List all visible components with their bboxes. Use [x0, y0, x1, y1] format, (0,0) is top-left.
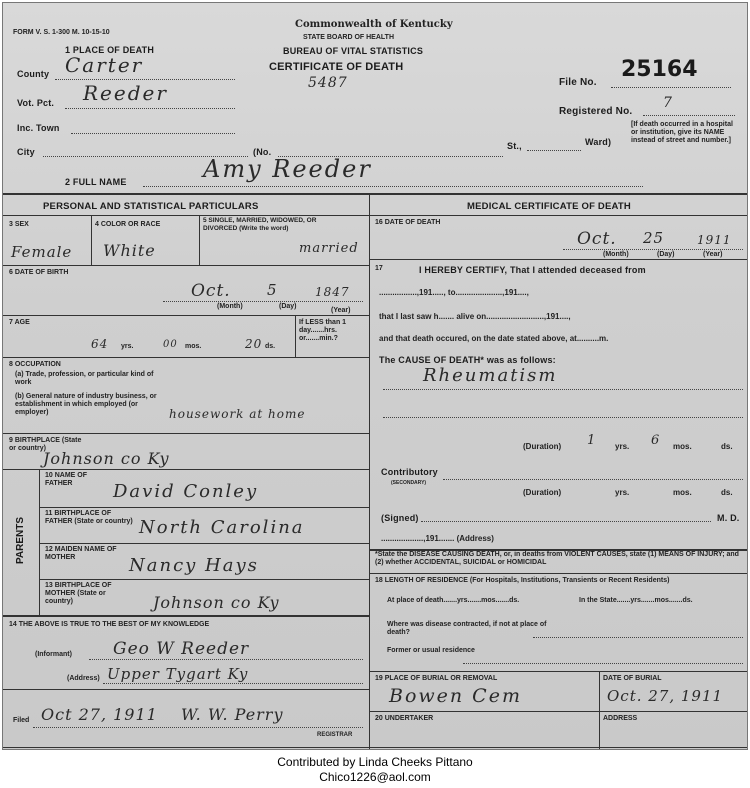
undertaker-address-label: ADDRESS	[603, 715, 638, 722]
certificate-title: CERTIFICATE OF DEATH	[269, 61, 404, 73]
age-months: 00	[163, 339, 178, 350]
bureau-title: BUREAU OF VITAL STATISTICS	[283, 46, 424, 56]
cause-value: Rheumatism	[423, 365, 558, 386]
occupation-label: 8 OCCUPATION	[9, 361, 61, 368]
dob-year-caption: (Year)	[331, 307, 351, 314]
city-label: City	[17, 147, 35, 157]
certify-text: I HEREBY CERTIFY, That I attended deceased from	[419, 265, 646, 275]
dob-year: 1847	[315, 285, 350, 299]
state-disease-note: *State the DISEASE CAUSING DEATH, or, in deaths from VIOLENT CAUSES, state (1) MEANS OF INJURY; and (2) whether ACCIDENTAL, SUICIDAL or HOMICIDAL	[375, 551, 739, 566]
at-place-of-death: At place of death.......yrs.......mos.......ds.	[387, 597, 520, 604]
certify-line-3: and that death occured, on the date stated above, at..........m.	[379, 334, 609, 343]
marital-value: married	[299, 241, 359, 256]
burial-date-value: Oct. 27, 1911	[607, 687, 724, 705]
burial-place-label: 19 PLACE OF BURIAL OR REMOVAL	[375, 675, 498, 682]
mother-name-label: 12 MAIDEN NAME OF MOTHER	[45, 546, 117, 561]
contrib-mos-caption: mos.	[673, 488, 692, 497]
age-mos-caption: mos.	[185, 343, 202, 350]
file-number: 25164	[621, 57, 698, 82]
vot-label: Vot. Pct.	[17, 98, 55, 108]
date-of-death-label: 16 DATE OF DEATH	[375, 219, 441, 226]
informant-address: Upper Tygart Ky	[107, 665, 249, 683]
dod-day-caption: (Day)	[657, 251, 675, 258]
mother-birthplace-value: Johnson co Ky	[153, 593, 280, 612]
full-name-value: Amy Reeder	[203, 155, 372, 183]
certify-number: 17	[375, 265, 383, 272]
mother-birthplace-label: 13 BIRTHPLACE OF MOTHER (State or country)	[45, 582, 112, 605]
filed-date: Oct 27, 1911	[41, 705, 158, 724]
certify-line-2: that I last saw h....... alive on..........................,191....,	[379, 312, 571, 321]
parents-label: PARENTS	[15, 516, 27, 565]
dob-month: Oct.	[191, 281, 231, 301]
duration-years: 1	[587, 433, 597, 448]
md-label: M. D.	[717, 513, 740, 523]
registrar-caption: REGISTRAR	[317, 732, 353, 738]
color-value: White	[103, 241, 156, 260]
burial-place-value: Bowen Cem	[389, 685, 522, 707]
age-yrs-caption: yrs.	[121, 343, 134, 350]
sex-label: 3 SEX	[9, 221, 29, 228]
occupation-b: (b) General nature of industry business, or establishment in which employed (or employer)	[15, 393, 157, 416]
disease-contracted: Where was disease contracted, if not at place of death?	[387, 621, 547, 636]
age-years: 64	[91, 337, 109, 351]
duration-months: 6	[651, 433, 661, 448]
place-of-death-heading: 1 PLACE OF DEATH	[65, 45, 155, 55]
age-days: 20	[245, 337, 263, 351]
registered-label: Registered No.	[559, 106, 633, 117]
file-label: File No.	[559, 77, 597, 88]
father-name-value: David Conley	[113, 481, 259, 502]
filed-label: Filed	[13, 717, 30, 724]
inc-town-label: Inc. Town	[17, 123, 60, 133]
dod-year-caption: (Year)	[703, 251, 723, 258]
full-name-label: 2 FULL NAME	[65, 177, 127, 187]
age-label: 7 AGE	[9, 319, 30, 326]
duration-mos-caption: mos.	[673, 442, 692, 451]
undertaker-label: 20 UNDERTAKER	[375, 715, 434, 722]
dod-month: Oct.	[577, 229, 617, 249]
dob-month-caption: (Month)	[217, 303, 243, 310]
signed-date-address: ...................,191....... (Address)	[381, 534, 494, 543]
address-label: (Address)	[67, 675, 100, 682]
dod-day: 25	[643, 229, 665, 247]
medical-heading: MEDICAL CERTIFICATE OF DEATH	[467, 201, 631, 212]
contrib-yrs-caption: yrs.	[615, 488, 630, 497]
certify-line-1: .................,191....., to.....................,191....,	[379, 288, 529, 297]
birthplace-label: 9 BIRTHPLACE (State or country)	[9, 437, 82, 452]
in-the-state: In the State.......yrs.......mos.......ds.	[579, 597, 693, 604]
burial-date-label: DATE OF BURIAL	[603, 675, 662, 682]
occupation-a: (a) Trade, profession, or particular kind of work	[15, 371, 154, 386]
street-label: St.,	[507, 141, 522, 151]
marital-label: 5 SINGLE, MARRIED, WIDOWED, OR DIVORCED (Write the word)	[203, 217, 317, 232]
former-residence: Former or usual residence	[387, 647, 475, 654]
secondary-caption: (SECONDARY)	[391, 480, 427, 486]
informant-value: Geo W Reeder	[113, 639, 250, 659]
registered-number: 7	[663, 95, 673, 111]
dod-year: 1911	[697, 233, 732, 247]
birthplace-value: Johnson co Ky	[43, 449, 170, 468]
board-title: STATE BOARD OF HEALTH	[303, 34, 394, 41]
dod-month-caption: (Month)	[603, 251, 629, 258]
ward-label: Ward)	[585, 137, 612, 147]
no-label: (No.	[253, 147, 272, 157]
father-name-label: 10 NAME OF FATHER	[45, 472, 88, 487]
mother-name-value: Nancy Hays	[129, 555, 259, 576]
dob-day-caption: (Day)	[279, 303, 297, 310]
duration-yrs-caption: yrs.	[615, 442, 630, 451]
dob-day: 5	[267, 281, 278, 299]
hospital-note: [If death occurred in a hospital or institution, give its NAME instead of street and number.]	[631, 121, 733, 144]
credit-line-1: Contributed by Linda Cheeks Pittano	[277, 755, 473, 769]
informant-label: (Informant)	[35, 651, 72, 658]
personal-heading: PERSONAL AND STATISTICAL PARTICULARS	[43, 201, 259, 212]
death-certificate	[2, 2, 748, 750]
registrar-name: W. W. Perry	[181, 705, 284, 724]
age-ds-caption: ds.	[265, 343, 276, 350]
contrib-duration-label: (Duration)	[523, 488, 562, 497]
residence-label: 18 LENGTH OF RESIDENCE (For Hospitals, Institutions, Transients or Recent Residents)	[375, 577, 670, 584]
certificate-number: 5487	[308, 75, 348, 91]
duration-label: (Duration)	[523, 442, 562, 451]
contrib-ds-caption: ds.	[721, 488, 733, 497]
duration-ds-caption: ds.	[721, 442, 733, 451]
informant-heading: 14 THE ABOVE IS TRUE TO THE BEST OF MY KNOWLEDGE	[9, 621, 210, 628]
county-value: Carter	[65, 53, 144, 77]
dob-label: 6 DATE OF BIRTH	[9, 269, 69, 276]
cause-label: The CAUSE OF DEATH* was as follows:	[379, 355, 556, 365]
contributory-label: Contributory	[381, 467, 438, 477]
less-than-day: If LESS than 1 day.......hrs. or.......min.?	[299, 319, 347, 342]
vot-value: Reeder	[83, 81, 168, 105]
sex-value: Female	[11, 243, 73, 261]
father-birthplace-label: 11 BIRTHPLACE OF FATHER (State or country)	[45, 510, 133, 525]
occupation-value: housework at home	[169, 407, 306, 421]
color-label: 4 COLOR OR RACE	[95, 221, 161, 228]
credit-email[interactable]: Chico1226@aol.com	[319, 770, 431, 784]
father-birthplace-value: North Carolina	[139, 517, 305, 538]
form-number: FORM V. S. 1-300 M. 10-15-10	[13, 29, 110, 36]
signed-label: (Signed)	[381, 513, 419, 523]
state-title: Commonwealth of Kentucky	[295, 19, 453, 30]
county-label: County	[17, 69, 50, 79]
